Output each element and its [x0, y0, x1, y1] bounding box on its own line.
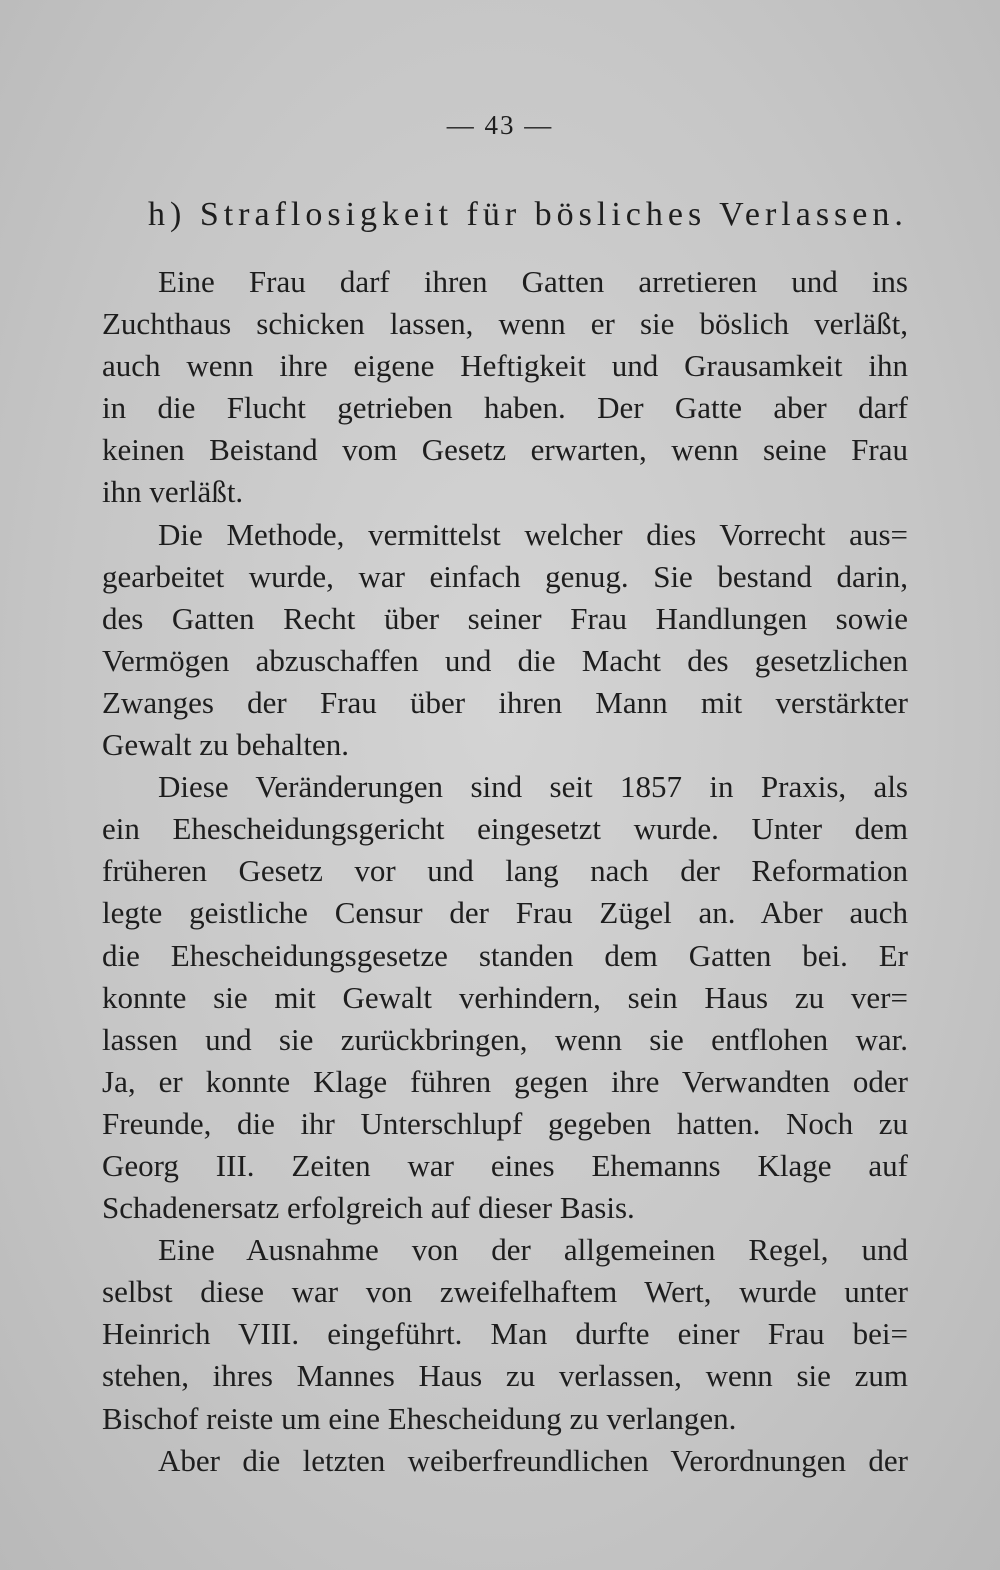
text-line: legte geistliche Censur der Frau Zügel an. Aber auch: [102, 895, 908, 931]
text-line: Heinrich VIII. eingeführt. Man durfte einer Frau bei=: [102, 1316, 908, 1352]
text-line: Vermögen abzuschaffen und die Macht des gesetzlichen: [102, 642, 908, 678]
text-line: Eine Frau darf ihren Gatten arretieren und ins: [158, 264, 908, 299]
text-line: ihn verläßt.: [102, 474, 244, 510]
body-text: [102, 261, 908, 1482]
text-line: Zwanges der Frau über ihren Mann mit verstärkter: [102, 684, 908, 720]
text-line: Ja, er konnte Klage führen gegen ihre Verwandten oder: [102, 1063, 908, 1099]
text-line: auch wenn ihre eigene Heftigkeit und Grausamkeit ihn: [102, 348, 908, 384]
text-line: Gewalt zu behalten.: [102, 727, 350, 763]
text-line: Schadenersatz erfolgreich auf dieser Basis.: [102, 1190, 635, 1226]
text-line: Freunde, die ihr Unterschlupf gegeben hatten. Noch zu: [102, 1105, 908, 1141]
text-line: Die Methode, vermittelst welcher dies Vorrecht aus=: [158, 516, 908, 552]
section-heading: h) Straflosigkeit für bösliches Verlassen.: [148, 196, 908, 233]
text-line: Bischof reiste um eine Ehescheidung zu verlangen.: [102, 1400, 737, 1436]
text-line: keinen Beistand vom Gesetz erwarten, wenn seine Frau: [102, 432, 908, 468]
text-line: früheren Gesetz vor und lang nach der Reformation: [102, 853, 908, 889]
text-line: gearbeitet wurde, war einfach genug. Sie bestand darin,: [102, 558, 908, 594]
text-line: ein Ehescheidungsgericht eingesetzt wurde. Unter dem: [102, 811, 908, 847]
text-line: konnte sie mit Gewalt verhindern, sein Haus zu ver=: [102, 979, 908, 1015]
text-line: die Ehescheidungsgesetze standen dem Gatten bei. Er: [102, 937, 908, 973]
page-number: — 43 —: [446, 110, 554, 140]
text-line: des Gatten Recht über seiner Frau Handlungen sowie: [102, 600, 908, 636]
text-line: Georg III. Zeiten war eines Ehemanns Klage auf: [102, 1147, 908, 1183]
text-line: Aber die letzten weiberfreundlichen Verordnungen der: [158, 1442, 908, 1478]
text-line: stehen, ihres Mannes Haus zu verlassen, wenn sie zum: [102, 1358, 908, 1394]
text-line: selbst diese war von zweifelhaftem Wert, wurde unter: [102, 1274, 908, 1310]
text-line: Diese Veränderungen sind seit 1857 in Praxis, als: [158, 769, 908, 805]
text-line: lassen und sie zurückbringen, wenn sie entflohen war.: [102, 1021, 908, 1057]
text-line: Zuchthaus schicken lassen, wenn er sie böslich verläßt,: [102, 306, 908, 342]
text-line: in die Flucht getrieben haben. Der Gatte aber darf: [102, 390, 908, 426]
text-line: Eine Ausnahme von der allgemeinen Regel, und: [158, 1232, 908, 1268]
